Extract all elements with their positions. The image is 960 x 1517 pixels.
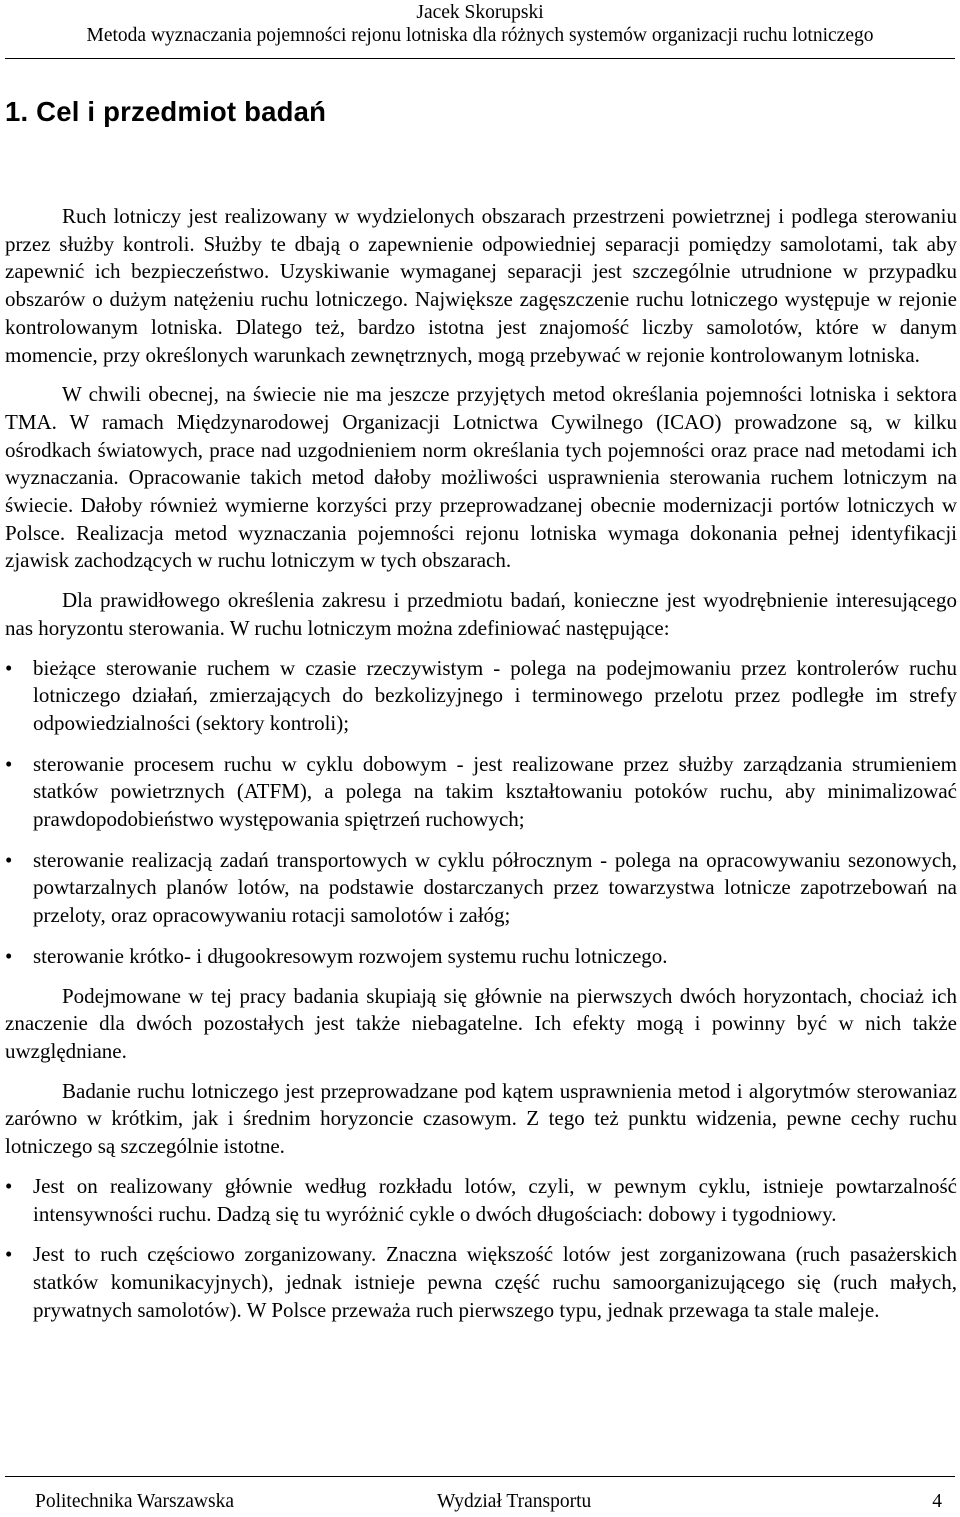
list-item-text: sterowanie realizacją zadań transportowych w cyklu półrocznym - polega na opracowywaniu sezonowych, powtarzalnych planów lotów, na podstawie dostarczanych przez towarzystwa lotnicze zapotrzebowań na przeloty, oraz opracowywaniu rotacji samolotów i załóg;	[33, 847, 957, 928]
paragraph: Dla prawidłowego określenia zakresu i przedmiotu badań, konieczne jest wyodrębnienie interesującego nas horyzontu sterowania. W ruchu lotniczym można zdefiniować następujące:	[5, 588, 957, 640]
body-content	[5, 203, 957, 1324]
running-header	[0, 0, 960, 48]
header-author: Jacek Skorupski	[416, 2, 544, 23]
bullet-icon: •	[5, 1173, 13, 1198]
paragraph: Ruch lotniczy jest realizowany w wydzielonych obszarach przestrzeni powietrznej i podlega sterowaniu przez służby kontroli. Służby te dbają o zapewnienie odpowiedniej separacji pomiędzy samolotami, tak aby zapewnić ich bezpieczeństwo. Uzyskiwanie wymaganej separacji jest szczególnie utrudnione w przypadku obszarów o dużym natężeniu ruchu lotniczego. Największe zagęszczenie ruchu lotniczego występuje w rejonie kontrolowanym lotniska. Dlatego też, bardzo istotna jest znajomość liczby samolotów, które w danym momencie, przy określonych warunkach zewnętrznych, mogą przebywać w rejonie kontrolowanym lotniska.	[5, 204, 957, 367]
list-item-text: Jest to ruch częściowo zorganizowany. Znaczna większość lotów jest zorganizowana (ruch pasażerskich statków komunikacyjnych), jednak istnieje pewna część ruchu samoorganizującego się (ruch małych, prywatnych samolotów). W Polsce przeważa ruch pierwszego typu, jednak przewaga ta stale maleje.	[33, 1242, 957, 1322]
paragraph: Podejmowane w tej pracy badania skupiają się głównie na pierwszych dwóch horyzontach, chociaż ich znaczenie dla dwóch pozostałych jest także niebagatelne. Ich efekty mogą i powinny być w nich także uwzględniane.	[5, 983, 957, 1063]
paragraph: W chwili obecnej, na świecie nie ma jeszcze przyjętych metod określania pojemności lotniska i sektora TMA. W ramach Międzynarodowej Organizacji Lotnictwa Cywilnego (ICAO) prowadzone są, w kilku ośrodkach światowych, prace nad uzgodnieniem norm określania tych pojemności oraz prace nad metodami ich wyznaczania. Opracowanie takich metod dałoby możliwości usprawnienia sterowania ruchem lotniczym na świecie. Dałoby również wymierne korzyści przy przeprowadzanej obecnie modernizacji portów lotniczych w Polsce. Realizacja metod wyznaczania pojemności rejonu lotniska wymaga dokonania pełnej identyfikacji zjawisk zachodzących w ruchu lotniczym w tych obszarach.	[5, 382, 957, 573]
footer-faculty: Wydział Transportu	[437, 1491, 592, 1512]
footer-institution: Politechnika Warszawska	[35, 1491, 234, 1512]
footer-divider	[5, 1476, 955, 1477]
traffic-features-list	[5, 1173, 957, 1325]
list-item-text: bieżące sterowanie ruchem w czasie rzeczywistym - polega na podejmowaniu przez kontrolerów ruchu lotniczego działań, zmierzających do bezkolizyjnego i terminowego przelotu przez podległe im strefy odpowiedzialności (sektory kontroli);	[33, 655, 957, 735]
list-item-text: sterowanie krótko- i długookresowym rozwojem systemu ruchu lotniczego.	[33, 943, 668, 968]
horizon-list	[5, 655, 957, 971]
list-item	[5, 943, 957, 971]
bullet-icon: •	[5, 847, 13, 872]
paragraph: Badanie ruchu lotniczego jest przeprowadzane pod kątem usprawnienia metod i algorytmów sterowaniaz zarówno w krótkim, jak i średnim horyzoncie czasowym. Z tego też punktu widzenia, pewne cechy ruchu lotniczego są szczególnie istotne.	[5, 1078, 957, 1159]
bullet-icon: •	[5, 751, 13, 776]
section-title: 1. Cel i przedmiot badań	[5, 96, 327, 127]
list-item	[5, 751, 957, 834]
list-item-text: Jest on realizowany głównie według rozkładu lotów, czyli, w pewnym cyklu, istnieje powtarzalność intensywności ruchu. Dadzą się tu wyróżnić cykle o dwóch długościach: dobowy i tygodniowy.	[33, 1173, 957, 1226]
bullet-icon: •	[5, 943, 13, 968]
list-item	[5, 655, 957, 738]
list-item	[5, 1173, 957, 1228]
header-title: Metoda wyznaczania pojemności rejonu lotniska dla różnych systemów organizacji ruchu lotniczego	[86, 25, 874, 46]
list-item	[5, 1241, 957, 1324]
list-item	[5, 847, 957, 930]
list-item-text: sterowanie procesem ruchu w cyklu dobowym - jest realizowane przez służby zarządzania strumieniem statków powietrznych (ATFM), a polega na takim kształtowaniu potoków ruchu, aby minimalizować prawdopodobieństwo występowania spiętrzeń ruchowych;	[33, 751, 957, 832]
bullet-icon: •	[5, 1242, 13, 1267]
bullet-icon: •	[5, 655, 13, 680]
page-number: 4	[932, 1491, 942, 1512]
header-divider	[5, 58, 955, 59]
